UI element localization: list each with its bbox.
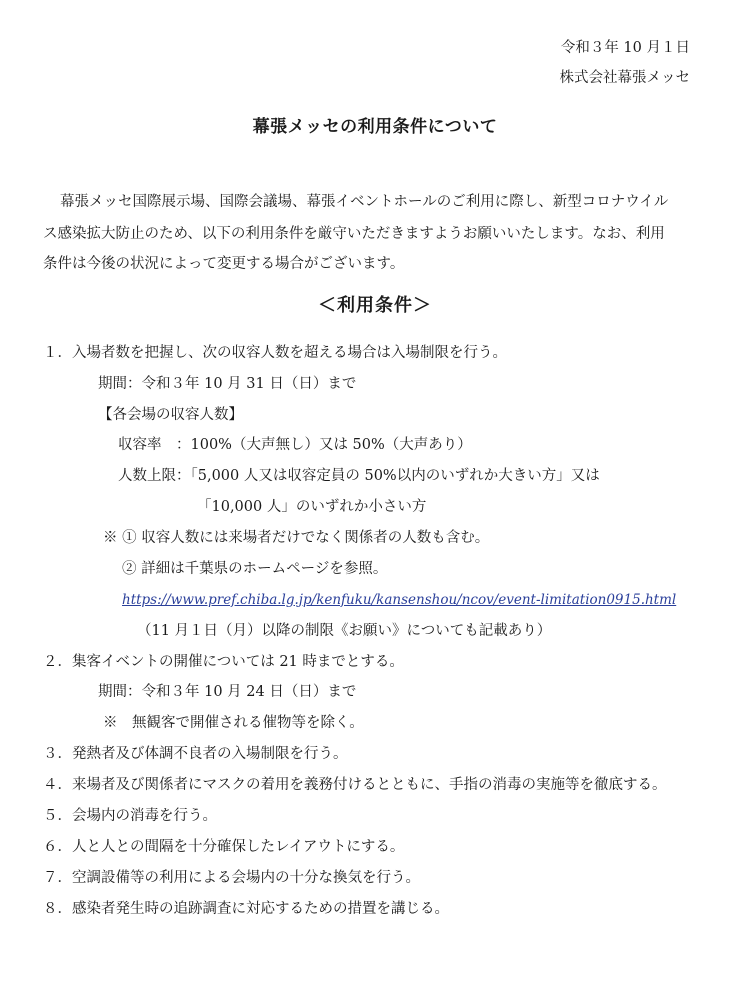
note-3: （11 月１日（月）以降の制限《お願い》についても記載あり） xyxy=(137,623,552,639)
issuer-company: 株式会社幕張メッセ xyxy=(559,70,690,86)
document-date: 令和３年 10 月１日 xyxy=(560,40,690,56)
condition-item-1: １．入場者数を把握し、次の収容人数を超える場合は入場制限を行う。 xyxy=(43,345,507,361)
condition-item-8: ８．感染者発生時の追跡調査に対応するための措置を講じる。 xyxy=(43,901,449,917)
condition-item-1-period: 期間：令和３年 10 月 31 日（日）まで xyxy=(98,376,357,392)
condition-item-2-period: 期間：令和３年 10 月 24 日（日）まで xyxy=(98,684,357,700)
document-title: 幕張メッセの利用条件について xyxy=(252,117,498,137)
condition-item-4: ４．来場者及び関係者にマスクの着用を義務付けるとともに、手指の消毒の実施等を徹底する。 xyxy=(43,777,667,793)
chiba-prefecture-link[interactable]: https://www.pref.chiba.lg.jp/kenfuku/kansenshou/ncov/event-limitation0915.html xyxy=(122,592,677,608)
intro-line-3: 条件は今後の状況によって変更する場合がございます。 xyxy=(43,256,405,272)
condition-item-2-note: ※ 無観客で開催される催物等を除く。 xyxy=(103,715,364,731)
condition-item-2: ２．集客イベントの開催については 21 時までとする。 xyxy=(43,654,404,670)
condition-item-6: ６．人と人との間隔を十分確保したレイアウトにする。 xyxy=(43,839,405,855)
intro-line-2: ス感染拡大防止のため、以下の利用条件を厳守いただきますようお願いいたします。なお、利用 xyxy=(43,226,665,242)
condition-item-3: ３．発熱者及び体調不良者の入場制限を行う。 xyxy=(43,746,348,762)
condition-item-5: ５．会場内の消毒を行う。 xyxy=(43,808,217,824)
capacity-rate: 収容率 ：100%（大声無し）又は 50%（大声あり） xyxy=(118,437,472,453)
note-1: ※ ① 収容人数には来場者だけでなく関係者の人数も含む。 xyxy=(103,530,490,546)
section-heading: ＜利用条件＞ xyxy=(318,295,432,316)
condition-item-7: ７．空調設備等の利用による会場内の十分な換気を行う。 xyxy=(43,870,420,886)
intro-line-1: 幕張メッセ国際展示場、国際会議場、幕張イベントホールのご利用に際し、新型コロナウイル xyxy=(60,194,669,210)
capacity-limit: 人数上限：「5,000 人又は収容定員の 50%以内のいずれか大きい方」又は xyxy=(118,468,600,484)
capacity-subheading: 【各会場の収容人数】 xyxy=(98,407,243,423)
capacity-limit-continued: 「10,000 人」のいずれか小さい方 xyxy=(197,499,427,515)
note-2: ② 詳細は千葉県のホームページを参照。 xyxy=(122,561,388,577)
